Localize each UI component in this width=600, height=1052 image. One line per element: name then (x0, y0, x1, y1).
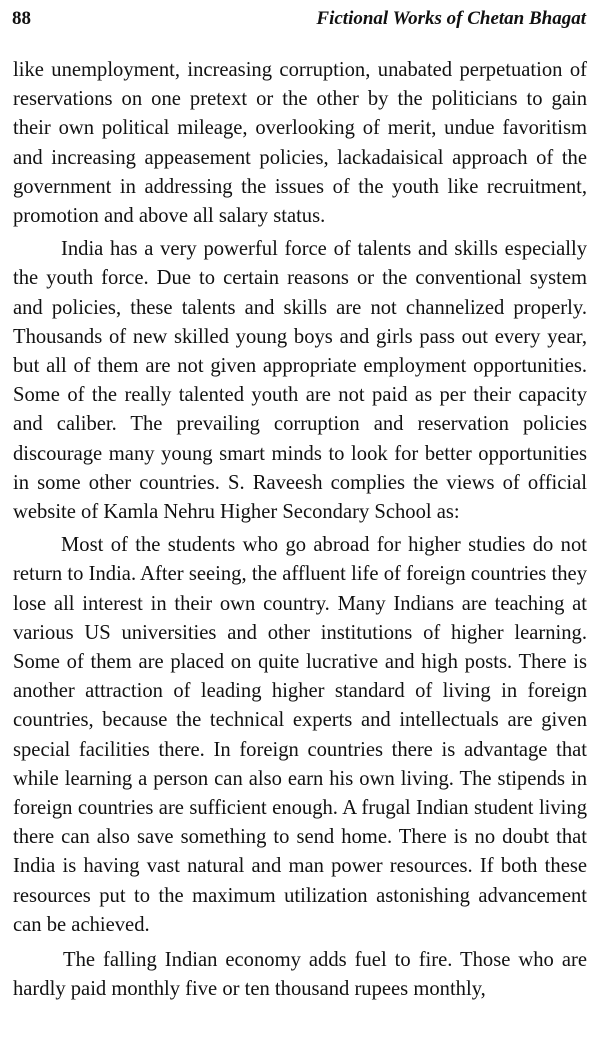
paragraph-continued: like unemployment, increasing corruption, unabated perpetuation of reservations on one pretext or the other by the politicians to gain their own political mileage, overlooking of merit, undue favoritism and increasing appeasement policies, lackadaisical approach of the government in addressing the issues of the youth like recruitment, promotion and above all salary status. (13, 59, 587, 228)
page-number: 88 (12, 8, 31, 29)
paragraph-talents: India has a very powerful force of talents and skills especially the youth force. Due to certain reasons or the conventional system and policies, these talents and skills are not channelized properly. Thousands of new skilled young boys and girls pass out every year, but all of them are not given appropriate employment opportunities. Some of the really talented youth are not paid as per their capacity and caliber. The prevailing corruption and reservation policies discourage many young smart minds to look for better opportunities in some other countries. S. Raveesh complies the views of official website of Kamla Nehru Higher Secondary School as: (13, 238, 587, 524)
running-header (12, 8, 586, 34)
block-quotation: Most of the students who go abroad for higher studies do not return to India. After seeing, the affluent life of foreign countries they lose all interest in their own country. Many Indians are teaching at various US universities and other institutions of higher learning. Some of them are placed on quite lucrative and high posts. There is another attraction of leading higher standard of living in foreign countries, because the technical experts and intellectuals are given special facilities there. In foreign countries there is advantage that while learning a person can also earn his own living. The stipends in foreign countries are sufficient enough. A frugal Indian student living there can also save something to send home. There is no doubt that India is having vast natural and man power resources. If both these resources put to the maximum utilization astonishing advancement can be achieved. (13, 534, 587, 936)
paragraph-economy: The falling Indian economy adds fuel to fire. Those who are hardly paid monthly five or ten thousand rupees monthly, (13, 949, 587, 1001)
body-text (13, 56, 587, 1009)
running-title: Fictional Works of Chetan Bhagat (316, 8, 586, 29)
